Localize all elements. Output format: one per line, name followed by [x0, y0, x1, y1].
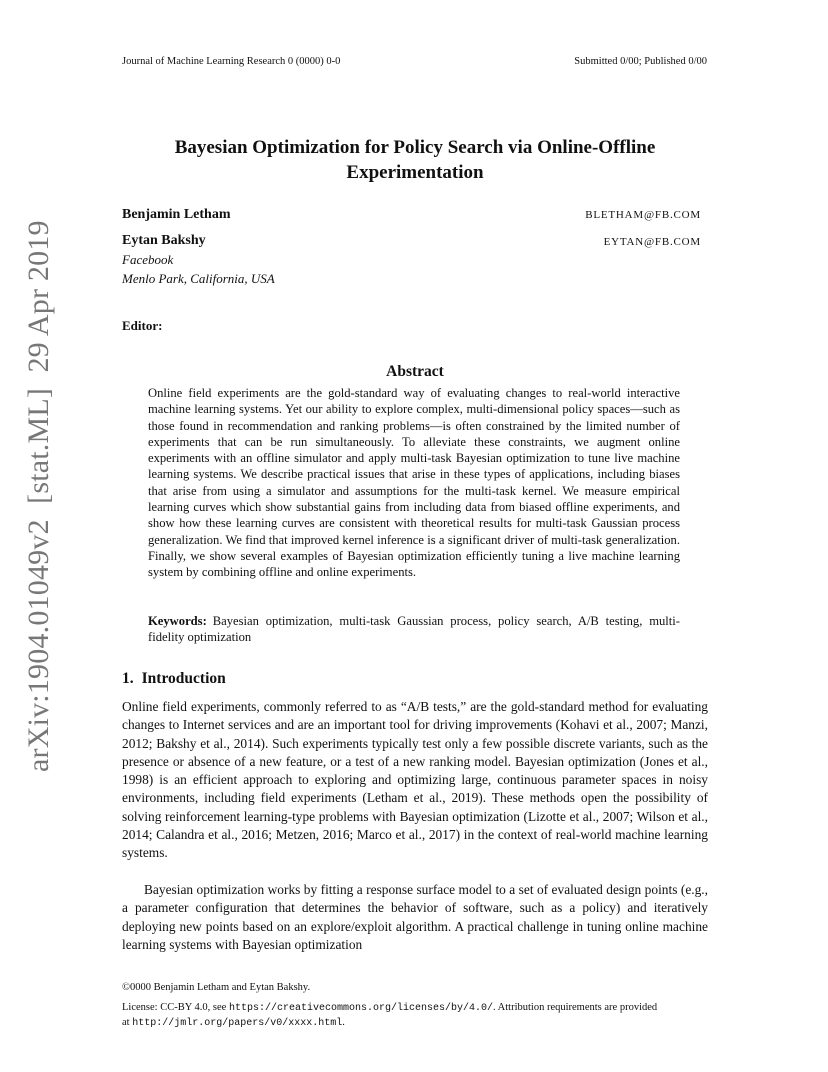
keywords: [148, 613, 680, 646]
license-end: .: [342, 1017, 345, 1028]
intro-paragraph-2: Bayesian optimization works by fitting a response surface model to a set of evaluated design points (e.g., a parameter configuration that determines the behavior of software, such as a policy) and iteratively deploying new points based on an explore/exploit algorithm. A practical challenge in tuning online machine learning systems with Bayesian optimization: [122, 882, 708, 952]
section-title: Introduction: [141, 670, 226, 687]
editor-label: Editor:: [122, 318, 163, 333]
affiliation-location: Menlo Park, California, USA: [122, 271, 275, 286]
abstract-heading: Abstract: [386, 363, 444, 380]
license-at: at: [122, 1017, 130, 1028]
paper-title: Bayesian Optimization for Policy Search via Online-Offline Experimentation: [174, 137, 656, 183]
section-heading-introduction: [122, 670, 226, 688]
arxiv-stamp: arXiv:1904.01049v2 [stat.ML] 29 Apr 2019: [22, 220, 55, 772]
author-email-2: EYTAN@FB.COM: [603, 236, 701, 248]
author-name-2: Eytan Bakshy: [122, 233, 206, 248]
affiliation-org: Facebook: [122, 252, 174, 267]
abstract-text: Online field experiments are the gold-standard way of evaluating changes to real-world interactive machine learning systems. Yet our ability to explore complex, multi-dimensional policy spaces—such as those found in recommendation and ranking problems—is often constrained by the limited number of experiments that can be run simultaneously. To alleviate these constraints, we augment online experiments with an offline simulator and apply multi-task Bayesian optimization to tune live machine learning systems. We describe practical issues that arise in these types of applications, including biases that arise from using a simulator and assumptions for the multi-task kernel. We measure empirical learning curves which show substantial gains from including data from biased offline experiments, and show how these learning curves are consistent with theoretical results for multi-task Gaussian process generalization. We find that improved kernel inference is a significant driver of multi-task generalization. Finally, we show several examples of Bayesian optimization efficiently tuning a live machine learning system by combining offline and online experiments.: [148, 386, 680, 580]
author-name-1: Benjamin Letham: [122, 207, 231, 222]
author-email-1: BLETHAM@FB.COM: [585, 209, 701, 221]
license-mid: . Attribution requirements are provided: [492, 1002, 658, 1013]
keywords-list: Bayesian optimization, multi-task Gaussian process, policy search, A/B testing, multi-fidelity optimization: [148, 614, 680, 645]
license-notice: [122, 1001, 708, 1031]
license-link[interactable]: https://creativecommons.org/licenses/by/4.0/: [228, 1003, 493, 1014]
section-number: 1.: [122, 670, 134, 687]
journal-header: Journal of Machine Learning Research 0 (0000) 0-0: [122, 56, 341, 67]
keywords-label: Keywords:: [148, 614, 207, 628]
intro-paragraph-1: Online field experiments, commonly referred to as “A/B tests,” are the gold-standard method for evaluating changes to Internet services and are an important tool for driving improvements (Kohavi et al., 2007; Manzi, 2012; Bakshy et al., 2014). Such experiments typically test only a few possible discrete variants, such as the presence or absence of a new feature, or a test of a new ranking model. Bayesian optimization (Jones et al., 1998) is an efficient approach to exploring and optimizing large, continuous parameter spaces in noisy environments, including field experiments (Letham et al., 2019). These methods open the possibility of solving reinforcement learning-type problems with Bayesian optimization (Lizotte et al., 2007; Wilson et al., 2014; Calandra et al., 2016; Metzen, 2016; Marco et al., 2017) in the context of real-world machine learning systems.: [122, 699, 708, 861]
paper-link[interactable]: http://jmlr.org/papers/v0/xxxx.html: [132, 1018, 343, 1029]
license-prefix: License: CC-BY 4.0, see: [122, 1002, 227, 1013]
submission-dates: Submitted 0/00; Published 0/00: [574, 56, 707, 67]
copyright-notice: ©0000 Benjamin Letham and Eytan Bakshy.: [122, 982, 311, 993]
